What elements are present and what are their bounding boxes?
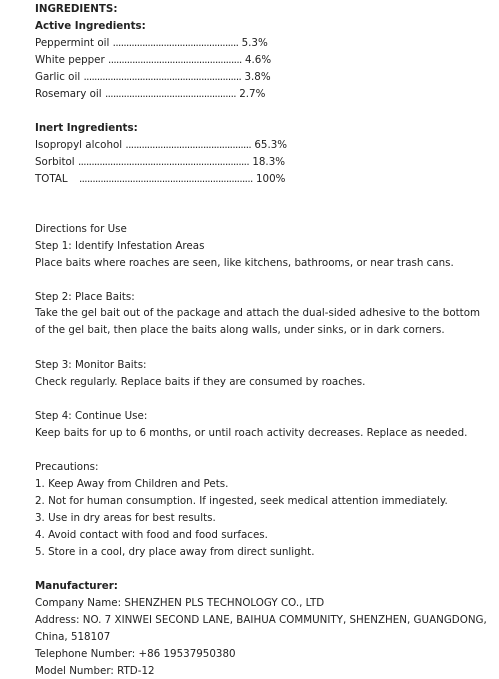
ingredient-name: Sorbitol <box>35 156 75 168</box>
step-text: Check regularly. Replace baits if they are consumed by roaches. <box>35 376 366 388</box>
leader-dots: .................................................. <box>108 54 242 66</box>
step-title: Step 4: Continue Use: <box>35 410 148 422</box>
step-text: Take the gel bait out of the package and attach the dual-sided adhesive to the bottom of the gel bait, then place the baits along walls, under sinks, or in dark corners. <box>35 307 481 336</box>
step-text: Place baits where roaches are seen, like kitchens, bathrooms, or near trash cans. <box>35 257 454 269</box>
leader-dots: ................................................. <box>104 88 236 100</box>
ingredient-percent: 18.3% <box>252 156 286 168</box>
ingredient-row <box>35 155 285 169</box>
ingredient-name: Peppermint oil <box>35 37 110 49</box>
ingredient-row <box>35 138 287 152</box>
step-title: Step 2: Place Baits: <box>35 291 135 303</box>
leader-dots: ........................................................... <box>83 71 242 83</box>
leader-dots: ............................................... <box>125 139 252 151</box>
step-title: Step 1: Identify Infestation Areas <box>35 240 205 252</box>
ingredient-name: Garlic oil <box>35 71 81 83</box>
ingredient-row <box>35 53 271 67</box>
ingredient-row <box>35 36 268 50</box>
ingredient-row <box>35 70 271 84</box>
precaution-item: 1. Keep Away from Children and Pets. <box>35 478 229 490</box>
precaution-item: 3. Use in dry areas for best results. <box>35 512 216 524</box>
ingredient-percent: 5.3% <box>241 37 268 49</box>
step-title: Step 3: Monitor Baits: <box>35 359 147 371</box>
precautions-heading: Precautions: <box>35 461 99 473</box>
ingredient-percent: 2.7% <box>239 88 266 100</box>
ingredient-name: White pepper <box>35 54 105 66</box>
telephone-number: Telephone Number: +86 19537950380 <box>35 648 236 660</box>
ingredients-heading: INGREDIENTS: <box>35 3 118 15</box>
company-name: Company Name: SHENZHEN PLS TECHNOLOGY CO., LTD <box>35 597 325 609</box>
total-label: TOTAL <box>35 173 68 185</box>
total-row <box>35 172 285 186</box>
directions-heading: Directions for Use <box>35 223 127 235</box>
model-number: Model Number: RTD-12 <box>35 665 155 677</box>
ingredient-percent: 65.3% <box>254 139 288 151</box>
manufacturer-heading: Manufacturer: <box>35 580 118 592</box>
company-address: Address: NO. 7 XINWEI SECOND LANE, BAIHUA COMMUNITY, SHENZHEN, GUANGDONG, China, 518107 <box>35 614 487 643</box>
precaution-item: 4. Avoid contact with food and food surfaces. <box>35 529 268 541</box>
leader-dots: ............................................... <box>112 37 239 49</box>
leader-dots: ................................................................ <box>77 156 250 168</box>
precaution-item: 5. Store in a cool, dry place away from direct sunlight. <box>35 546 315 558</box>
ingredient-name: Isopropyl alcohol <box>35 139 123 151</box>
ingredient-percent: 4.6% <box>244 54 272 66</box>
ingredient-row <box>35 87 265 101</box>
total-percent: 100% <box>256 173 286 185</box>
step-text: Keep baits for up to 6 months, or until roach activity decreases. Replace as needed. <box>35 427 468 439</box>
precaution-item: 2. Not for human consumption. If ingested, seek medical attention immediately. <box>35 495 448 507</box>
leader-dots: ................................................................. <box>78 173 253 185</box>
ingredient-name: Rosemary oil <box>35 88 102 100</box>
inert-ingredients-heading: Inert Ingredients: <box>35 122 138 134</box>
ingredient-percent: 3.8% <box>244 71 271 83</box>
active-ingredients-heading: Active Ingredients: <box>35 20 146 32</box>
